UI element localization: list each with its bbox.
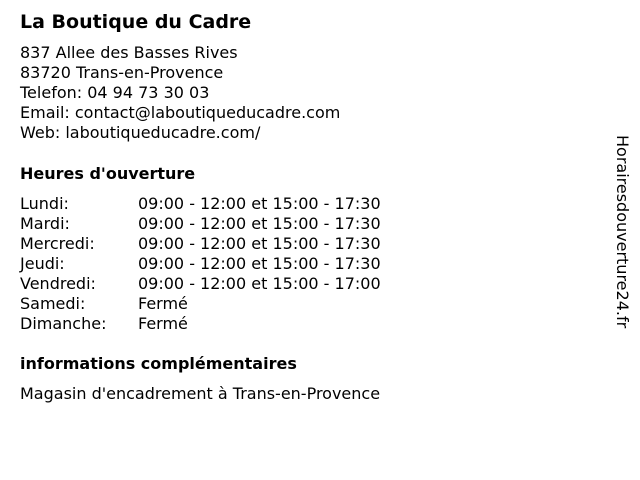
day-label: Vendredi: xyxy=(20,274,96,293)
email-address: Email: contact@laboutiqueducadre.com xyxy=(20,103,341,122)
hours-row-wednesday xyxy=(20,234,440,254)
hours-row-saturday xyxy=(20,294,440,314)
day-hours: Fermé xyxy=(138,294,188,313)
hours-row-monday xyxy=(20,194,440,214)
hours-row-friday xyxy=(20,274,440,294)
opening-hours-table xyxy=(20,194,440,334)
address-street: 837 Allee des Basses Rives xyxy=(20,43,238,62)
day-hours: Fermé xyxy=(138,314,188,333)
day-label: Lundi: xyxy=(20,194,69,213)
phone-number: Telefon: 04 94 73 30 03 xyxy=(20,83,210,102)
opening-hours-heading: Heures d'ouverture xyxy=(20,164,196,183)
day-hours: 09:00 - 12:00 et 15:00 - 17:30 xyxy=(138,254,381,273)
hours-row-sunday xyxy=(20,314,440,334)
additional-info-heading: informations complémentaires xyxy=(20,354,297,373)
day-label: Mercredi: xyxy=(20,234,95,253)
site-watermark: Horairesdouverture24.fr xyxy=(613,135,632,329)
day-hours: 09:00 - 12:00 et 15:00 - 17:30 xyxy=(138,214,381,233)
contact-block xyxy=(20,43,340,143)
hours-row-thursday xyxy=(20,254,440,274)
additional-info-text: Magasin d'encadrement à Trans-en-Provence xyxy=(20,384,381,403)
day-label: Jeudi: xyxy=(20,254,65,273)
website: Web: laboutiqueducadre.com/ xyxy=(20,123,261,142)
business-name: La Boutique du Cadre xyxy=(20,11,252,33)
day-hours: 09:00 - 12:00 et 15:00 - 17:30 xyxy=(138,234,381,253)
hours-row-tuesday xyxy=(20,214,440,234)
day-label: Dimanche: xyxy=(20,314,107,333)
day-hours: 09:00 - 12:00 et 15:00 - 17:00 xyxy=(138,274,381,293)
address-city: 83720 Trans-en-Provence xyxy=(20,63,224,82)
day-label: Samedi: xyxy=(20,294,86,313)
day-hours: 09:00 - 12:00 et 15:00 - 17:30 xyxy=(138,194,381,213)
day-label: Mardi: xyxy=(20,214,70,233)
